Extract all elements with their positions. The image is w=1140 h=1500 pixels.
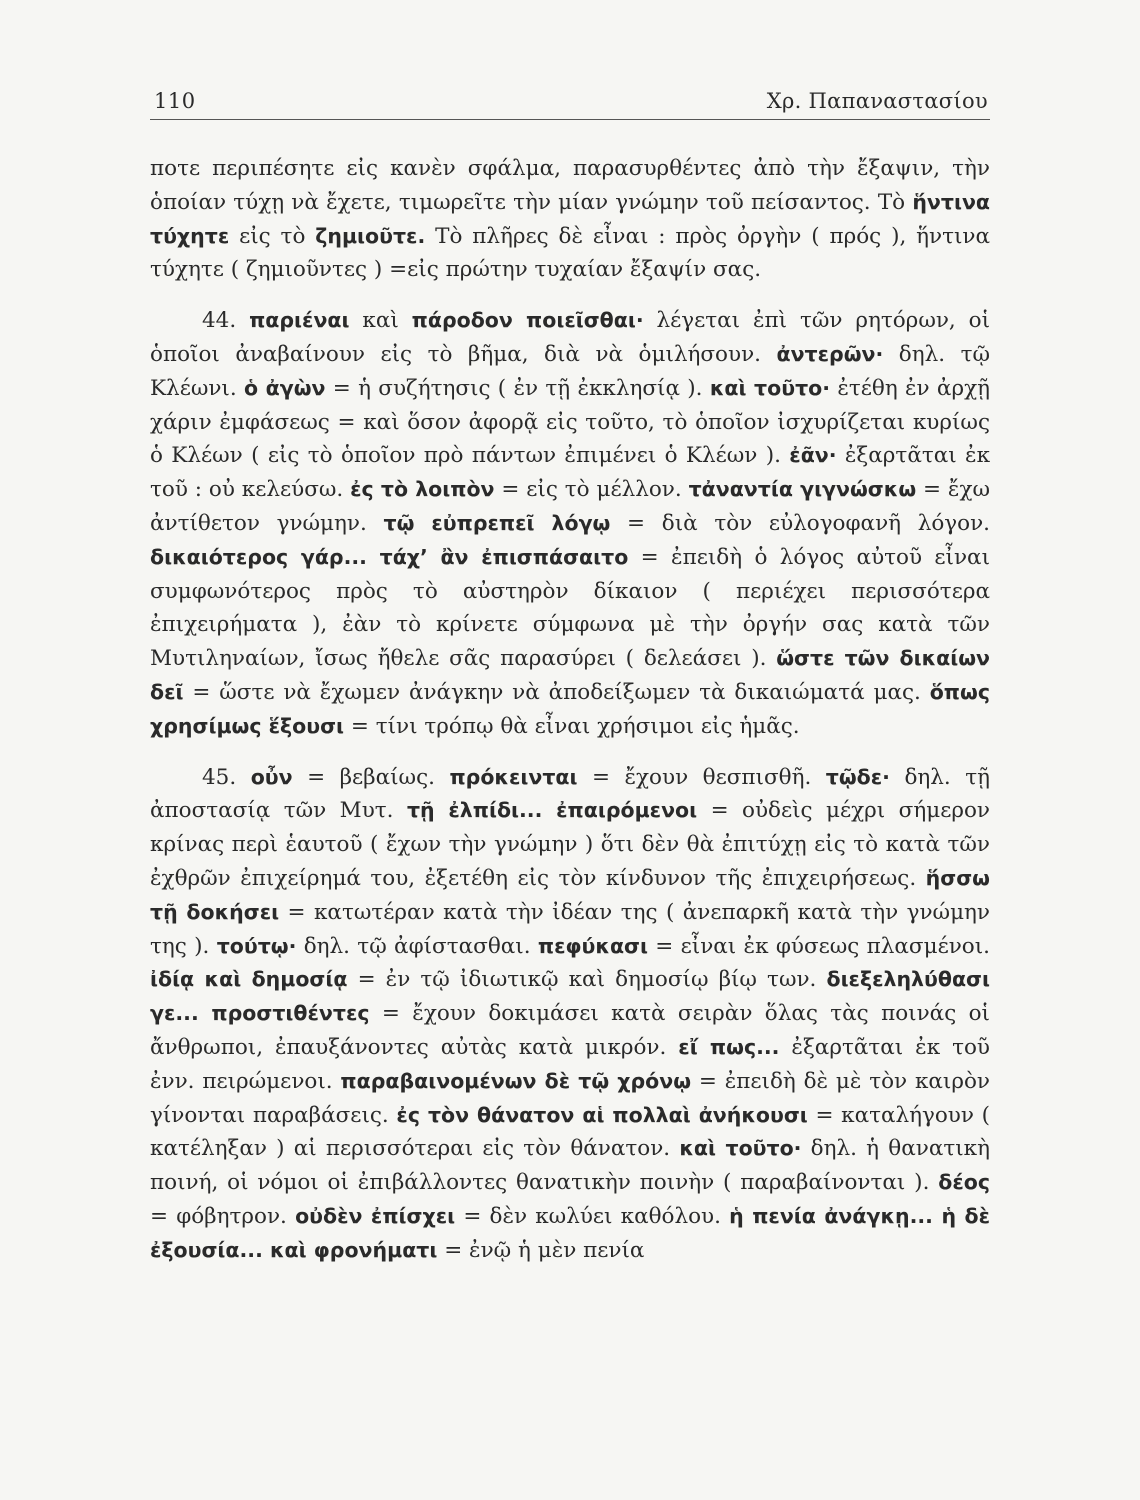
commentary-text: δηλ. ἡ θανατικὴ ποινή, οἱ νόμοι οἱ ἐπιβάλλοντες θανατικὴν ποινὴν ( παραβαίνονται ). [150, 1136, 990, 1196]
lemma: ὥστε τῶν δικαίων δεῖ [150, 646, 991, 704]
paragraph-44 [150, 304, 990, 743]
lemma: τούτῳ· [216, 933, 297, 958]
commentary-text: = κατωτέραν κατὰ τὴν ἰδέαν της ( ἀνεπαρκῆ κατὰ τὴν γνώμην της ). [150, 899, 990, 959]
lemma: ἰδίᾳ καὶ δημοσίᾳ [150, 967, 348, 992]
commentary-text: 44. [202, 308, 250, 334]
commentary-text: = εἰς τὸ μέλλον. [494, 477, 689, 503]
lemma: καὶ τοῦτο· [679, 1136, 802, 1161]
commentary-text: δηλ. τῷ ἀφίστασθαι. [296, 933, 538, 959]
lemma: πρόκεινται [449, 764, 578, 789]
commentary-text: = ἐνῷ ἡ μὲν πενία [437, 1237, 645, 1263]
commentary-text: ποτε περιπέσητε εἰς κανὲν σφάλμα, παρασυρθέντες ἀπὸ τὴν ἔξαψιν, τὴν ὁποίαν τύχῃ νὰ ἔχετε, τιμωρεῖτε τὴν μίαν γνώμην τοῦ πείσαντος. Τὸ [150, 156, 990, 215]
commentary-text: = βεβαίως. [292, 764, 450, 790]
commentary-text: = ἐπειδὴ δὲ μὲ τὸν καιρὸν γίνονται παραβάσεις. [150, 1068, 990, 1128]
lemma: οὐδὲν ἐπίσχει [295, 1203, 456, 1228]
paragraph-45 [150, 761, 990, 1268]
commentary-text: 45. [202, 764, 251, 790]
lemma: καὶ τοῦτο· [709, 375, 831, 400]
commentary-text: = ὥστε νὰ ἔχωμεν ἀνάγκην νὰ ἀποδείξωμεν τὰ δικαιώματά μας. [183, 679, 930, 705]
commentary-text: = δὲν κωλύει καθόλου. [455, 1203, 730, 1229]
commentary-text: = εἶναι ἐκ φύσεως πλασμένοι. [647, 933, 991, 959]
commentary-text: = ἔχουν θεσπισθῆ. [577, 764, 826, 790]
commentary-text: καὶ [349, 308, 412, 334]
lemma: ἐς τὸ λοιπὸν [350, 477, 495, 502]
commentary-text: = φόβητρον. [150, 1203, 296, 1229]
lemma: εἴ πως... [678, 1034, 780, 1059]
lemma: ὁ ἀγὼν [244, 375, 326, 400]
commentary-text: = ἐν τῷ ἰδιωτικῷ καὶ δημοσίῳ βίῳ των. [347, 967, 827, 993]
lemma: ἡ πενία ἀνάγκῃ... ἡ δὲ ἐξουσία... καὶ φρονήματι [150, 1203, 991, 1262]
commentary-text: δηλ. τῇ ἀποστασίᾳ τῶν Μυτ. [150, 764, 991, 824]
commentary-text: λέγεται ἐπὶ τῶν ρητόρων, οἱ ὁποῖοι ἀναβαίνουν εἰς τὸ βῆμα, διὰ νὰ ὁμιλήσουν. [150, 308, 991, 367]
commentary-text: δηλ. τῷ Κλέωνι. [150, 341, 990, 401]
commentary-text: Τὸ πλῆρες δὲ εἶναι : πρὸς ὀργὴν ( πρός ), ἥντινα τύχητε ( ζημιοῦντες ) =εἰς πρώτην τυχαίαν ἔξαψίν σας. [150, 223, 990, 283]
commentary-text: = ἔχουν δοκιμάσει κατὰ σειρὰν ὅλας τὰς ποινάς οἱ ἄνθρωποι, ἐπαυξάνοντες αὐτὰς κατὰ μικρόν. [150, 1001, 990, 1060]
commentary-text: = καταλήγουν ( κατέληξαν ) αἱ περισσότεραι εἰς τὸν θάνατον. [150, 1102, 990, 1162]
lemma: ἐᾶν· [789, 443, 837, 468]
lemma: ὅπως χρησίμως ἕξουσι [150, 679, 990, 738]
lemma: ἐς τὸν θάνατον αἱ πολλαὶ ἀνήκουσι [396, 1102, 808, 1127]
lemma: πεφύκασι [537, 933, 648, 958]
commentary-text: = ἐπειδὴ ὁ λόγος αὐτοῦ εἶναι συμφωνότερος πρὸς τὸ αὐστηρὸν δίκαιον ( περιέχει περισσότερα ἐπιχειρήματα ), ἐὰν τὸ κρίνετε σύμφωνα μὲ τὴν ὀργήν σας κατὰ τῶν Μυτιληναίων, ἴσως ἤθελε σᾶς παρασύρει ( δελεάσει ). [150, 544, 991, 672]
lemma: τῇ ἐλπίδι... ἐπαιρόμενοι [406, 798, 698, 823]
commentary-text: ἐξαρτᾶται ἐκ τοῦ : οὐ κελεύσω. [150, 443, 991, 503]
lemma: παραβαινομένων δὲ τῷ χρόνῳ [340, 1068, 692, 1093]
lemma: παριέναι [249, 308, 350, 333]
lemma: τῷδε· [825, 764, 890, 789]
lemma: τἀναντία γιγνώσκω [688, 477, 917, 502]
lemma: ζημιοῦτε. [315, 223, 426, 248]
lemma: πάροδον ποιεῖσθαι· [411, 308, 644, 333]
commentary-text: = διὰ τὸν εὐλογοφανῆ λόγον. [610, 510, 990, 536]
lemma: ἥντινα τύχητε [150, 189, 990, 248]
lemma: οὖν [250, 764, 293, 789]
commentary-text: = οὐδεὶς μέχρι σήμερον κρίνας περὶ ἑαυτοῦ ( ἔχων τὴν γνώμην ) ὅτι δὲν θὰ ἐπιτύχῃ εἰς τὸ κατὰ τῶν ἐχθρῶν ἐπιχείρημά του, ἐξετέθη εἰς τὸν κίνδυνον τῆς ἐπιχειρήσεως. [150, 798, 990, 891]
commentary-text: εἰς τὸ [229, 223, 316, 249]
commentary-text: = ἔχω ἀντίθετον γνώμην. [150, 477, 991, 536]
lemma: ἥσσω τῇ δοκήσει [150, 865, 990, 924]
commentary-text: = τίνι τρόπῳ θὰ εἶναι χρήσιμοι εἰς ἡμᾶς. [344, 713, 800, 739]
lemma: δέος [938, 1170, 990, 1195]
commentary-text: ἐτέθη ἐν ἀρχῇ χάριν ἐμφάσεως = καὶ ὅσον ἀφορᾷ εἰς τοῦτο, τὸ ὁποῖον ἰσχυρίζεται κυρίως ὁ Κλέων ( εἰς τὸ ὁποῖον πρὸ πάντων ἐπιμένει ὁ Κλέων ). [150, 375, 990, 469]
lemma: δικαιότερος γάρ... τάχ’ ἂν ἐπισπάσαιτο [150, 544, 629, 569]
lemma: τῷ εὐπρεπεῖ λόγῳ [383, 510, 611, 535]
lemma: διεξεληλύθασι γε... προστιθέντες [150, 967, 990, 1026]
running-title: Χρ. Παπαναστασίου [766, 89, 988, 113]
commentary-text: = ἡ συζήτησις ( ἐν τῇ ἐκκλησίᾳ ). [325, 375, 710, 401]
paragraph-continuation [150, 152, 990, 287]
body-text [150, 152, 990, 1268]
lemma: ἀντερῶν· [776, 341, 884, 366]
page-header [150, 83, 990, 120]
commentary-text: ἐξαρτᾶται ἐκ τοῦ ἐνν. πειρώμενοι. [150, 1034, 990, 1094]
page-number: 110 [154, 89, 196, 113]
